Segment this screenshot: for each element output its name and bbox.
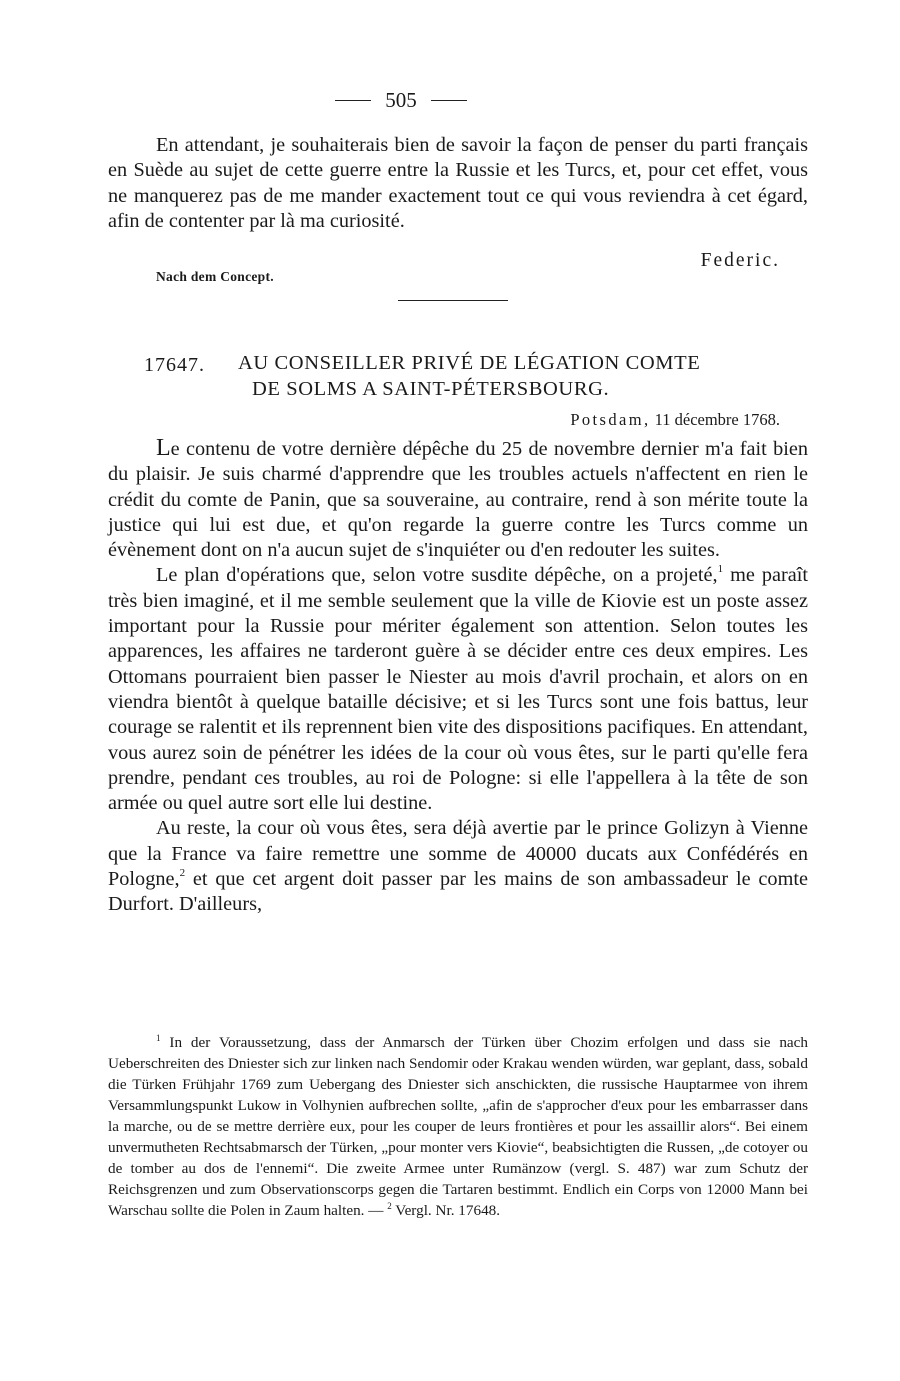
date-text: 11 décembre 1768. — [654, 410, 780, 429]
paragraph-3-text-b: et que cet argent doit passer par les mains de son ambassadeur le comte Durfort. D'ailleurs, — [108, 868, 808, 916]
source-note: Nach dem Concept. — [156, 269, 274, 284]
paragraph-2-text-b: me paraît très bien imaginé, et il me semble seulement que la ville de Kiovie est un poste assez important pour la Russie pour mériter également son attention. Selon toutes les apparences, les affaires ne tarderont guère à se décider entre ces deux empires. Les Ottomans pourraient bien passer le Niester au mois d'avril prochain, et alors on en viendra bientôt à quelque bataille décisive; et si les Turcs sont une fois battus, leur courage se ralentit et ils reprennent bien vite des dispositions pacifiques. En attendant, vous aurez soin de pénétrer les idées de la cour où vous êtes, sur le parti qu'elle fera prendre, pendant ces troubles, au roi de Pologne: si elle l'appellera à la tête de son armée ou quel autre sort elle lui destine. — [108, 564, 808, 815]
body-paragraph-3 — [108, 816, 808, 917]
letter-body — [108, 436, 808, 918]
signature: Federic. — [700, 250, 780, 271]
footnote-ref-1: 1 — [717, 563, 724, 576]
footnote-ref-2: 2 — [179, 867, 186, 880]
letter-number: 17647. — [144, 354, 205, 376]
date-place: Potsdam, — [570, 410, 651, 429]
footnotes — [108, 1032, 808, 1221]
dateline — [570, 410, 780, 430]
paragraph-3-text-a: Au reste, la cour où vous êtes, sera déjà avertie par le prince Golizyn à Vienne que la France va faire remettre une somme de 40000 ducats aux Confédérés en Pologne, — [108, 817, 808, 891]
body-paragraph-2 — [108, 563, 808, 816]
footnote-2-mark: 2 — [387, 1201, 392, 1211]
header-rule-left — [335, 100, 371, 101]
body-paragraph-1 — [108, 436, 808, 563]
paragraph-2-text-a: Le plan d'opérations que, selon votre susdite dépêche, on a projeté, — [156, 564, 718, 587]
page-header — [268, 88, 534, 113]
footnote-1-mark: 1 — [156, 1033, 161, 1043]
footnote-1-text: In der Voraussetzung, dass der Anmarsch der Türken über Chozim erfolgen und dass sie nach Ueberschreiten des Dniester sich zur linken nach Sendomir oder Krakau wenden würden, war geplant, dass, sobald die Türken Frühjahr 1769 zum Uebergang des Dniester sich anschickten, die russische Hauptarmee von ihrem Versammlungspunkt Lukow in Volhynien aufbrechen sollte, „afin de s'approcher d'eux pour les embarrasser dans la marche, ou de se mettre derrière eux, pour les couper de leurs frontières et pour les assaillir alors“. Bei einem unvermutheten Rechtsabmarsch der Türken, „pour monter vers Kiovie“, beabsichtigten die Russen, „de cotoyer ou de tomber au dos de l'ennemi“. Die zweite Armee unter Rumänzow (vergl. S. 487) war zum Schutz der Reichsgrenzen und zum Observationscorps gegen die Tartaren bestimmt. Endlich ein Corps von 12000 Mann bei Warschau sollte die Polen in Zaum halten. — — [108, 1034, 808, 1219]
page-number: 505 — [385, 88, 417, 112]
footnote-2-text: Vergl. Nr. 17648. — [391, 1202, 501, 1219]
drop-cap: L — [156, 435, 171, 461]
paragraph-1-text: e contenu de votre dernière dépêche du 25 de novembre dernier m'a fait bien du plaisir. Je suis charmé d'apprendre que les troubles actuels n'affectent en rien le crédit du comte de Panin, que sa souveraine, au contraire, rend à son mérite toute la justice qui lui est due, et qu'on regarde la guerre contre les Turcs comme un évènement dont on n'a aucun sujet de s'inquiéter ou d'en redouter les suites. — [108, 438, 808, 562]
header-rule-right — [431, 100, 467, 101]
section-divider — [398, 300, 508, 301]
heading-line-2: DE SOLMS A SAINT-PÉTERSBOURG. — [252, 378, 610, 400]
intro-paragraph: En attendant, je souhaiterais bien de savoir la façon de penser du parti français en Suède au sujet de cette guerre entre la Russie et les Turcs, et, pour cet effet, vous ne manquerez pas de me mander exactement tout ce qui vous reviendra à cet égard, afin de contenter par là ma curiosité. — [108, 134, 808, 232]
heading-line-1: AU CONSEILLER PRIVÉ DE LÉGATION COMTE — [238, 352, 701, 374]
